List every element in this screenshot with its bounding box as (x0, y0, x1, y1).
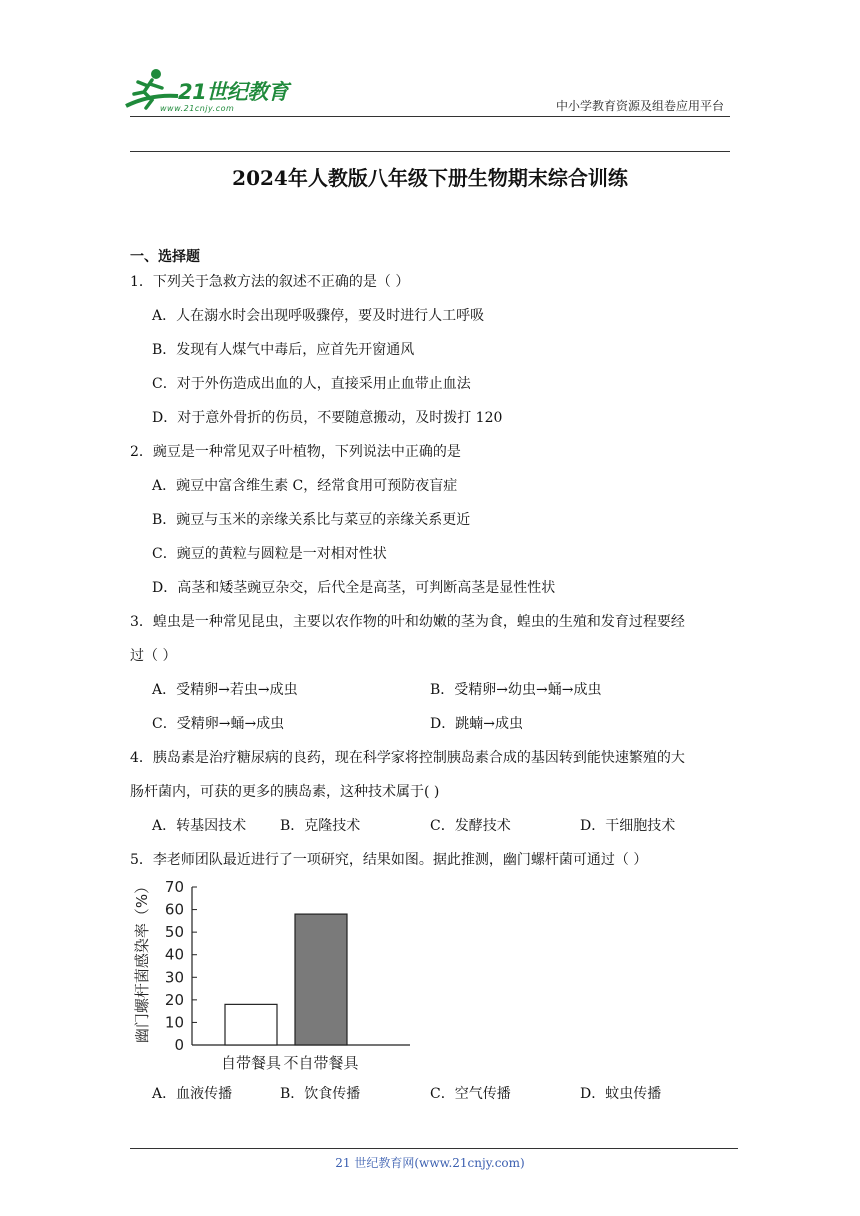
question-3-option-c: C．受精卵→蛹→成虫 (152, 716, 285, 732)
question-4-option-d: D．干细胞技术 (580, 818, 676, 834)
question-1-option-c: C．对于外伤造成出血的人，直接采用止血带止血法 (152, 376, 471, 392)
y-tick-label-6: 60 (164, 900, 184, 919)
question-5-stem: 5．李老师团队最近进行了一项研究，结果如图。据此推测，幽门螺杆菌可通过（ ） (130, 852, 648, 868)
site-logo (122, 66, 292, 114)
y-axis-label-group (133, 879, 151, 1043)
y-tick-label-1: 10 (164, 1013, 184, 1032)
question-3-option-b: B．受精卵→幼虫→蛹→成虫 (430, 682, 602, 698)
y-tick-label-0: 0 (174, 1036, 184, 1054)
question-4-option-a: A．转基因技术 (152, 818, 247, 834)
section-heading: 一、选择题 (130, 249, 200, 265)
question-3-stem: 3．蝗虫是一种常见昆虫，主要以农作物的叶和幼嫩的茎为食，蝗虫的生殖和发育过程要经 (130, 614, 685, 630)
question-5-option-a: A．血液传播 (152, 1086, 233, 1102)
y-tick-label-2: 20 (164, 990, 184, 1009)
question-5-option-b: B．饮食传播 (280, 1086, 361, 1102)
logo-text: 21世纪教育 (178, 80, 289, 104)
y-tick-label-5: 50 (164, 923, 184, 942)
question-1-stem: 1．下列关于急救方法的叙述不正确的是（ ） (130, 274, 410, 290)
bars (225, 914, 347, 1045)
platform-name: 中小学教育资源及组卷应用平台 (555, 99, 724, 113)
question-4-option-c: C．发酵技术 (430, 818, 511, 834)
question-3-option-d: D．跳蝻→成虫 (430, 716, 523, 732)
question-2-stem: 2．豌豆是一种常见双子叶植物，下列说法中正确的是 (130, 444, 461, 460)
page-title: 2024年人教版八年级下册生物期末综合训练 (232, 166, 628, 190)
question-2-option-c: C．豌豆的黄粒与圆粒是一对相对性状 (152, 546, 387, 562)
question-3-option-a: A．受精卵→若虫→成虫 (152, 682, 298, 698)
y-tick-label-4: 40 (164, 945, 184, 964)
question-4-stem-cont: 肠杆菌内，可获的更多的胰岛素，这种技术属于( ) (130, 784, 440, 800)
question-2-option-a: A．豌豆中富含维生素 C，经常食用可预防夜盲症 (152, 478, 458, 494)
infection-rate-bar-chart (128, 872, 418, 1082)
question-2-option-d: D．高茎和矮茎豌豆杂交，后代全是高茎，可判断高茎是显性性状 (152, 580, 556, 596)
bar-0 (225, 1004, 277, 1045)
bar-1 (295, 914, 347, 1045)
x-tick-label-1: 不自带餐具 (283, 1054, 359, 1072)
footer-divider (130, 1148, 738, 1149)
question-1-option-b: B．发现有人煤气中毒后，应首先开窗通风 (152, 342, 415, 358)
footer-text: 21 世纪教育网(www.21cnjy.com) (335, 1156, 525, 1170)
question-1-option-d: D．对于意外骨折的伤员，不要随意搬动，及时拨打 120 (152, 410, 503, 426)
y-tick-label-3: 30 (164, 968, 184, 987)
question-5-option-d: D．蚊虫传播 (580, 1086, 662, 1102)
y-tick-label-7: 70 (164, 878, 184, 896)
question-1-option-a: A．人在溺水时会出现呼吸骤停，要及时进行人工呼吸 (152, 308, 485, 324)
y-axis-label: 幽门螺杆菌感染率（%） (133, 878, 151, 1044)
title-divider (130, 151, 730, 152)
x-tick-label-0: 自带餐具 (220, 1054, 282, 1072)
question-5-option-c: C．空气传播 (430, 1086, 511, 1102)
question-4-stem: 4．胰岛素是治疗糖尿病的良药，现在科学家将控制胰岛素合成的基因转到能快速繁殖的大 (130, 750, 685, 766)
header-divider (130, 116, 730, 117)
logo-url: www.21cnjy.com (160, 104, 235, 113)
question-4-option-b: B．克隆技术 (280, 818, 361, 834)
y-axis (165, 878, 410, 1054)
question-3-stem-cont: 过（ ） (130, 648, 177, 664)
question-2-option-b: B．豌豆与玉米的亲缘关系比与菜豆的亲缘关系更近 (152, 512, 471, 528)
x-axis-labels (221, 1054, 360, 1072)
